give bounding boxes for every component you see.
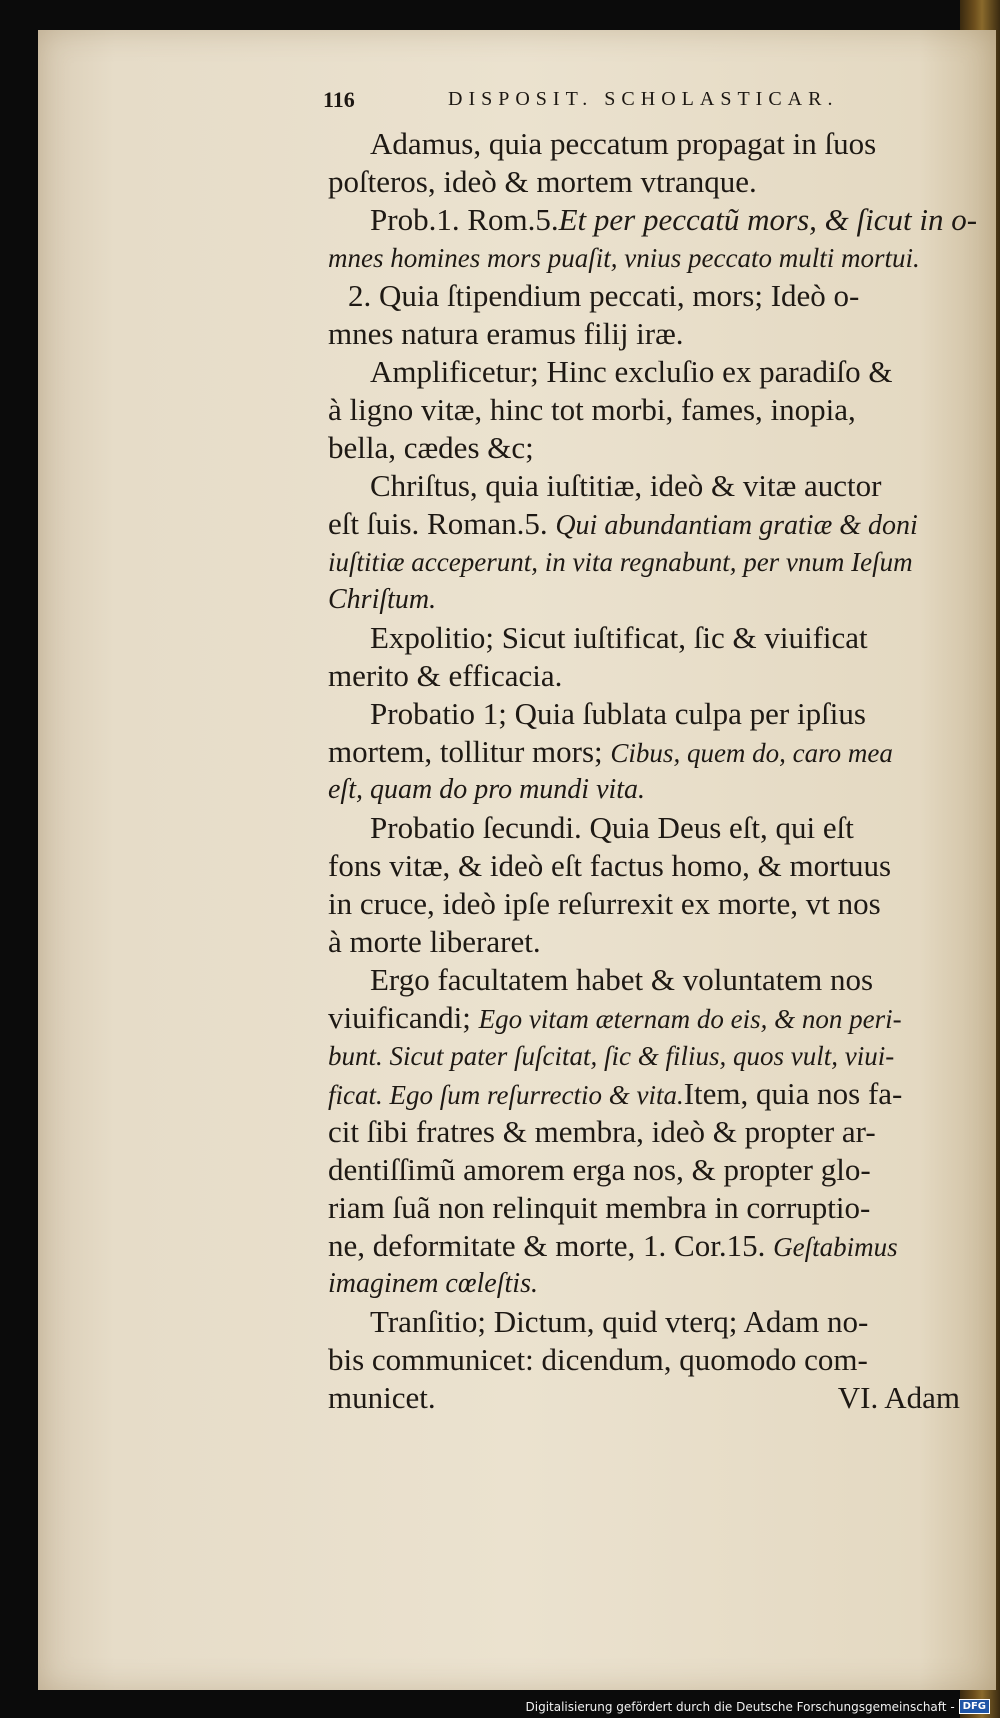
text-line bbox=[328, 201, 978, 239]
text-line: bis communicet: dicendum, quomodo com- bbox=[328, 1342, 868, 1377]
text-line: Probatio 1; Quia ſublata culpa per ipſius bbox=[370, 696, 866, 731]
text-line: Adamus, quia peccatum propagat in ſuos bbox=[370, 126, 877, 161]
text-span: ne, deformitate & morte, 1. Cor.15. bbox=[328, 1228, 766, 1263]
text-line bbox=[328, 505, 968, 543]
text-line: Chriſtus, quia iuſtitiæ, ideò & vitæ auctor bbox=[370, 468, 882, 503]
text-line: à ligno vitæ, hinc tot morbi, fames, inopia, bbox=[328, 392, 856, 427]
scripture-quote: Chriſtum. bbox=[328, 584, 437, 615]
text-line: bella, cædes &c; bbox=[328, 430, 534, 465]
catchword-row bbox=[328, 1379, 960, 1417]
text-span: mortem, tollitur mors; bbox=[328, 734, 603, 769]
text-line: Tranſitio; Dictum, quid vterq; Adam no- bbox=[370, 1304, 869, 1339]
text-span: municet. bbox=[328, 1380, 436, 1415]
scripture-quote: Cibus, quem do, caro mea bbox=[610, 738, 893, 768]
text-line: poſteros, ideò & mortem vtranque. bbox=[328, 164, 757, 199]
text-line: Amplificetur; Hinc excluſio ex paradiſo & bbox=[370, 354, 893, 389]
text-line bbox=[328, 999, 968, 1037]
text-line: à morte liberaret. bbox=[328, 924, 541, 959]
scripture-quote: imaginem cœleſtis. bbox=[328, 1268, 538, 1299]
scripture-quote: bunt. Sicut pater ſuſcitat, ſic & filius, quos vult, viui- bbox=[328, 1041, 895, 1071]
scripture-quote: eſt, quam do pro mundi vita. bbox=[328, 774, 646, 805]
text-line: in cruce, ideò ipſe reſurrexit ex morte, vt nos bbox=[328, 886, 881, 921]
text-line bbox=[328, 733, 968, 771]
text-line: Expolitio; Sicut iuſtificat, ſic & viuificat bbox=[370, 620, 868, 655]
text-line: Probatio ſecundi. Quia Deus eſt, qui eſt bbox=[370, 810, 854, 845]
scripture-quote: mnes homines mors puaſit, vnius peccato multi mortui. bbox=[328, 243, 920, 273]
catchword: VI. Adam bbox=[837, 1380, 960, 1415]
running-title: DISPOSIT. SCHOLASTICAR. bbox=[448, 88, 839, 110]
citation: eſt ſuis. Roman.5. bbox=[328, 506, 548, 541]
text-line: riam ſuã non relinquit membra in corruptio- bbox=[328, 1190, 871, 1225]
scripture-quote: Ego vitam æternam do eis, & non peri- bbox=[478, 1004, 902, 1034]
text-line: cit ſibi fratres & membra, ideò & propter ar- bbox=[328, 1114, 876, 1149]
credit-text: Digitalisierung gefördert durch die Deutsche Forschungsgemeinschaft - bbox=[525, 1699, 955, 1714]
scripture-quote: iuſtitiæ acceperunt, in vita regnabunt, per vnum Ieſum bbox=[328, 547, 913, 577]
text-line: fons vitæ, & ideò eſt factus homo, & mortuus bbox=[328, 848, 892, 883]
scripture-quote: Qui abundantiam gratiæ & doni bbox=[555, 510, 918, 541]
text-line: dentiſſimũ amorem erga nos, & propter glo- bbox=[328, 1152, 871, 1187]
text-line: mnes natura eramus filij iræ. bbox=[328, 316, 684, 351]
text-span: Item, quia nos fa- bbox=[683, 1076, 903, 1111]
scripture-quote: ficat. Ego ſum reſurrectio & vita. bbox=[328, 1080, 684, 1110]
digitization-credit bbox=[526, 1699, 991, 1714]
text-line: 2. Quia ſtipendium peccati, mors; Ideò o- bbox=[348, 278, 860, 313]
page-body bbox=[328, 125, 978, 1417]
text-line: Ergo facultatem habet & voluntatem nos bbox=[370, 962, 874, 997]
scripture-quote: Geſtabimus bbox=[773, 1232, 898, 1262]
dfg-logo: DFG bbox=[959, 1699, 990, 1714]
citation: Prob.1. Rom.5. bbox=[370, 202, 559, 237]
text-span: viuificandi; bbox=[328, 1000, 471, 1035]
scripture-quote: Et per peccatũ mors, & ſicut in o- bbox=[558, 202, 978, 237]
text-line: merito & efficacia. bbox=[328, 658, 563, 693]
text-line bbox=[328, 1075, 968, 1113]
page-number: 116 bbox=[323, 87, 355, 112]
text-line bbox=[328, 1227, 968, 1265]
